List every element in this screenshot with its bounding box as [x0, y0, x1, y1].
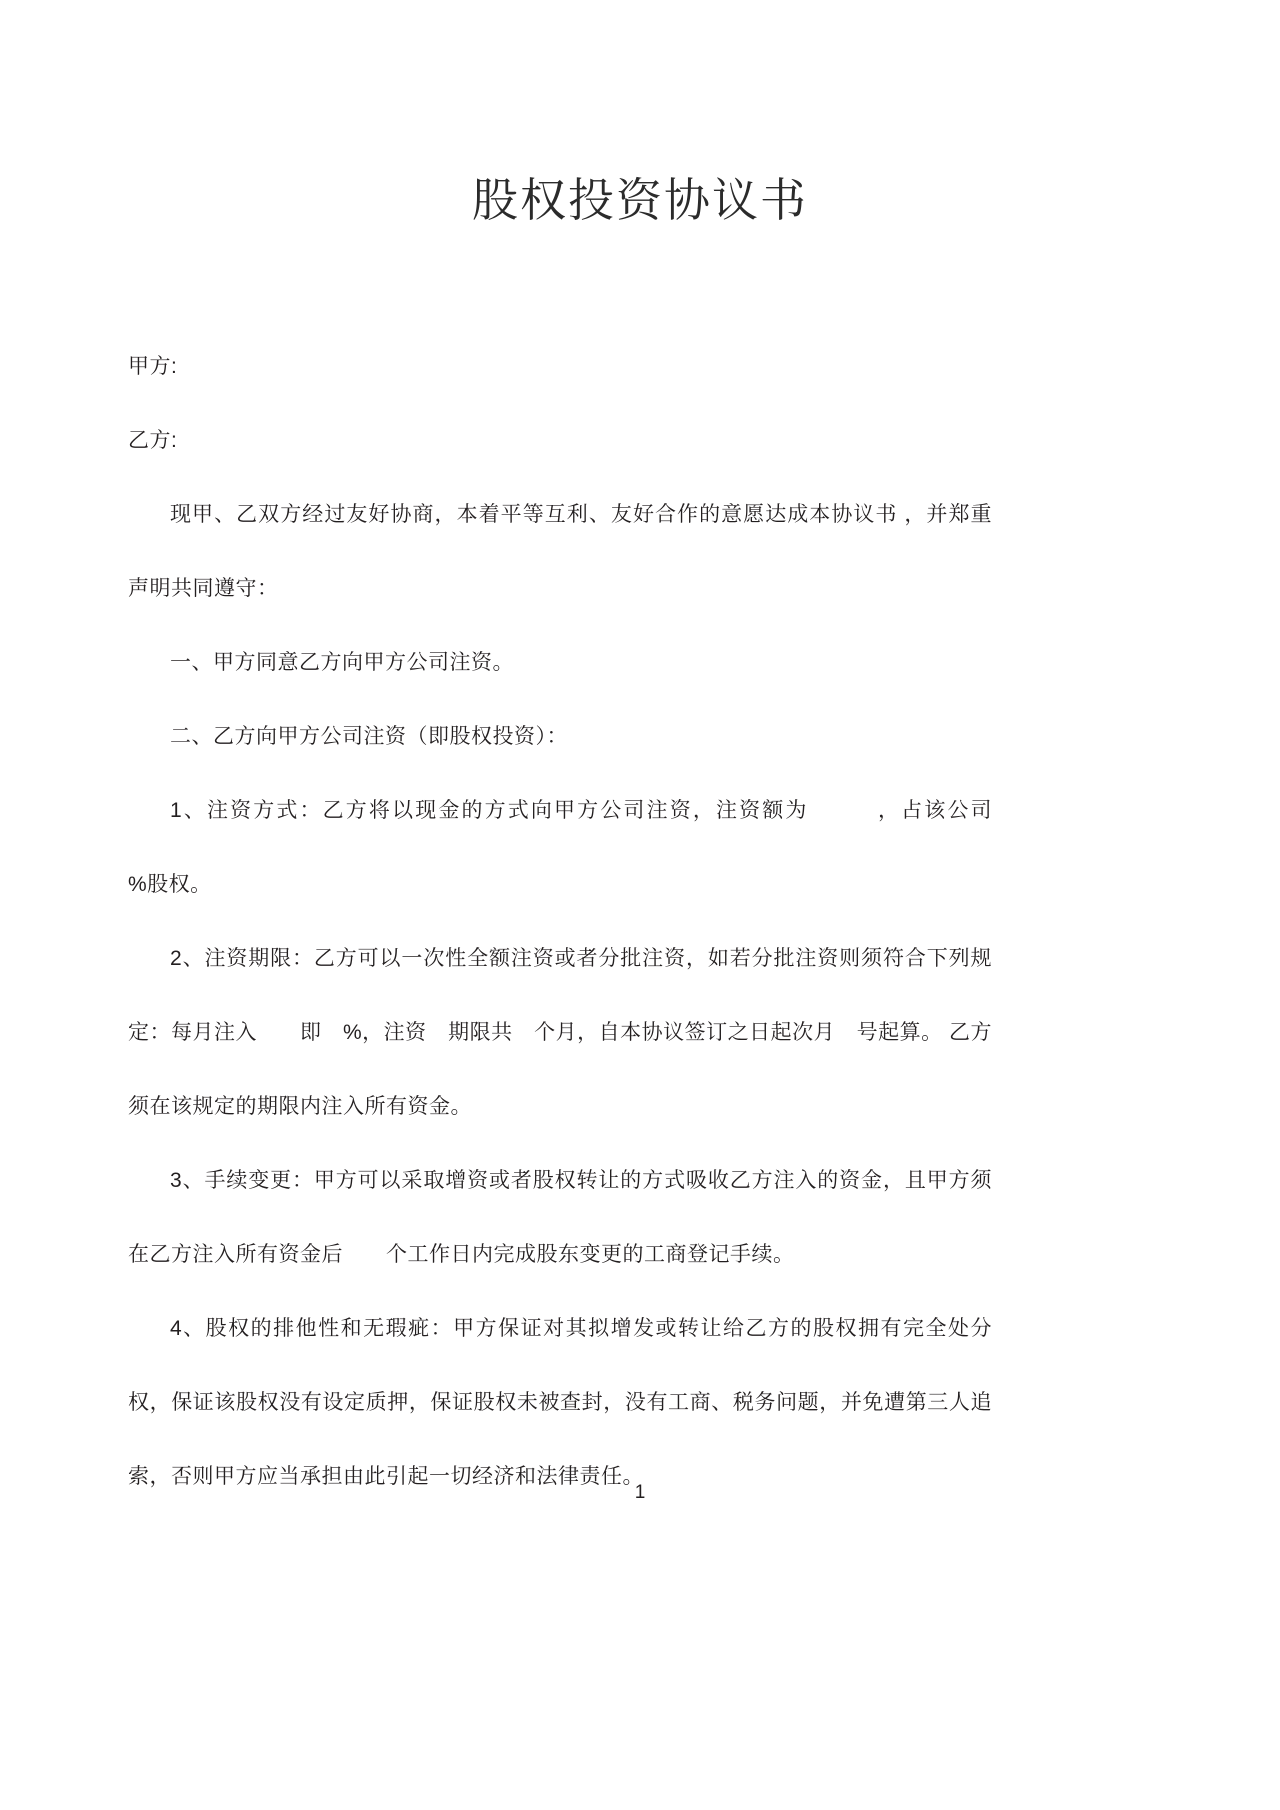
clause-3: 3、手续变更：甲方可以采取增资或者股权转让的方式吸收乙方注入的资金，且甲方须在乙方注入所有资金后 个工作日内完成股东变更的工商登记手续。 — [128, 1169, 992, 1266]
clause-4: 4、股权的排他性和无瑕疵：甲方保证对其拟增发或转让给乙方的股权拥有完全处分权，保证该股权没有设定质押，保证股权未被查封，没有工商、税务问题，并免遭第三人追索，否则甲方应当承担由此引起一切经济和法律责任。 — [128, 1317, 992, 1488]
clause-1: 1、注资方式：乙方将以现金的方式向甲方公司注资，注资额为 ，占该公司 %股权。 — [128, 799, 1057, 896]
article-one: 一、甲方同意乙方向甲方公司注资。 — [170, 651, 514, 674]
article-two: 二、乙方向甲方公司注资（即股权投资）： — [170, 725, 568, 748]
page-number: 1 — [634, 1482, 646, 1503]
preamble-paragraph: 现甲、乙双方经过友好协商，本着平等互利、友好合作的意愿达成本协议书 ，并郑重声明共同遵守： — [128, 503, 992, 600]
party-a-label: 甲方: — [128, 355, 178, 378]
clause-2: 2、注资期限：乙方可以一次性全额注资或者分批注资，如若分批注资则须符合下列规定：每月注入 即 %，注资 期限共 个月，自本协议签订之日起次月 号起算。 乙方须在该规定的期限内注入所有资金。 — [128, 947, 993, 1118]
party-b-label: 乙方: — [128, 429, 178, 452]
document-body — [128, 330, 1057, 1514]
page-title: 股权投资协议书 — [472, 173, 808, 226]
